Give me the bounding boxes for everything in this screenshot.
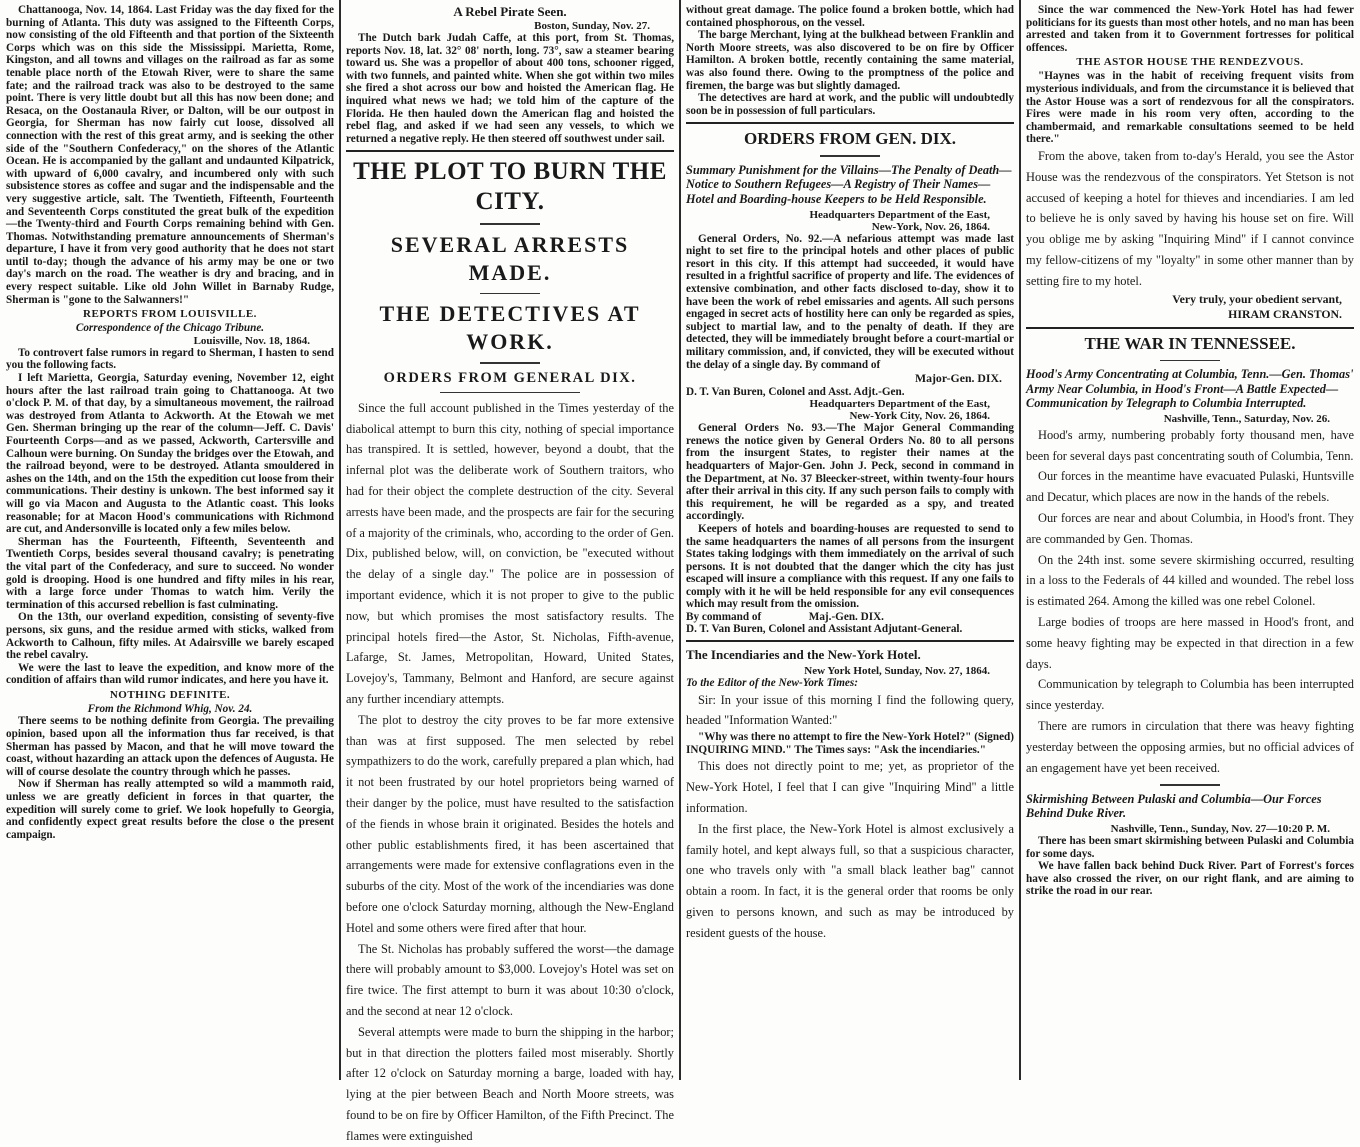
paragraph: We were the last to leave the expedition, and know more of the condition of affairs than wild rumor indicates, and here you have it.	[6, 661, 334, 687]
hq-line: Headquarters Department of the East,	[809, 208, 990, 221]
nashville-dateline-2: Nashville, Tenn., Sunday, Nov. 27—10:20 P. M.	[1110, 823, 1330, 836]
divider	[820, 155, 880, 157]
divider	[1026, 327, 1354, 329]
paragraph: "Why was there no attempt to fire the New-York Hotel?" (Signed) INQUIRING MIND." The Times says: "Ask the incendiaries."	[686, 731, 1014, 756]
paragraph: The plot to destroy the city proves to be far more extensive than was at first supposed. The men selected by rebel sympathizers to do the work, carefully prepared a plan which, had it not been frustrated by our hotel proprietors being warned of their danger by the police, must have resulted to the satisfaction of the fiends in whose brain it originated. Besides the hotels and other public establishments fired, it has been ascertained that arrangements were made for extensive conflagrations even in the suburbs of the city. Most of the work of the incendiaries was done before one o'clock Saturday morning, although the New-England Hotel and some others were fired after that hour.	[346, 712, 674, 935]
boston-dateline: Boston, Sunday, Nov. 27.	[534, 20, 650, 32]
nashville-dateline: Nashville, Tenn., Saturday, Nov. 26.	[1163, 412, 1330, 425]
paragraph: There seems to be nothing definite from Georgia. The prevailing opinion, based upon all the information thus far received, is that Sherman has passed by Macon, and that he will move toward the coast, without hazarding an attack upon the defences of Augusta. He will of course desolate the country through which he passes.	[6, 715, 334, 778]
detectives-headline: THE DETECTIVES AT WORK.	[379, 301, 641, 355]
signature-line: D. T. Van Buren, Colonel and Assistant Adjutant-General.	[686, 623, 963, 636]
paragraph: The barge Merchant, lying at the bulkhead between Franklin and North Moore streets, was also discovered to be on fire by Officer Hamilton. A broken bottle, recently containing the same material, was also found there. Owing to the promptness of the police and firemen, the barge was but slightly damaged.	[686, 29, 1014, 92]
paragraph: On the 13th, our overland expedition, consisting of seventy-five persons, six guns, and the residue armed with sticks, walked from Ackworth to Calhoun, fifty miles. At Adairsville we barely escaped the rebel cavalry.	[6, 611, 334, 662]
paragraph: The St. Nicholas has probably suffered the worst—the damage there will probably amount to $3,000. Lovejoy's Hotel was set on fire twice. The first attempt to burn it was about 10:30 o'clock, and the second at near 12 o'clock.	[346, 941, 674, 1018]
hq-date: New-York, Nov. 26, 1864.	[871, 220, 990, 233]
paragraph: There has been smart skirmishing between Pulaski and Columbia for some days.	[1026, 835, 1354, 860]
paragraph: Sherman has the Fourteenth, Fifteenth, Seventeenth and Twentieth Corps, besides several thousand cavalry; is penetrating the vital part of the Confederacy, and sure to succeed. No wonder gold is drooping. Hood is one hundred and fifty miles in his rear, with a large force under Thomas to watch him. Verily the termination of this accursed rebellion is fast culminating.	[6, 535, 334, 611]
divider	[480, 362, 540, 364]
nothing-definite-heading: NOTHING DEFINITE.	[109, 688, 231, 701]
paragraph: Since the war commenced the New-York Hotel has had fewer politicians for its guests than most other hotels, and no man has been arrested and taken from it to Government fortresses for political offences.	[1026, 4, 1354, 54]
main-headline: THE PLOT TO BURN THE CITY.	[353, 158, 667, 216]
incendiaries-headline: The Incendiaries and the New-York Hotel.	[686, 647, 921, 663]
reports-heading: REPORTS FROM LOUISVILLE.	[83, 308, 257, 321]
paragraph: Our forces are near and about Columbia, in Hood's front. They are commanded by Gen. Thomas.	[1026, 510, 1354, 546]
source-line: From the Richmond Whig, Nov. 24.	[87, 702, 253, 715]
paragraph: Sir: In your issue of this morning I find the following query, headed "Information Wanted:"	[686, 692, 1014, 728]
hq-date: New-York City, Nov. 26, 1864.	[849, 410, 990, 423]
paragraph: Communication by telegraph to Columbia has been interrupted since yesterday.	[1026, 677, 1354, 713]
paragraph: In the first place, the New-York Hotel is almost exclusively a family hotel, and kept always full, so that a suspicious character, one who travels only with "a small black leather bag" cannot obtain a room. In fact, it is the general order that rooms be only given to persons known, and such as may be introduced by resident guests of the house.	[686, 821, 1014, 940]
war-headline: THE WAR IN TENNESSEE.	[1084, 333, 1296, 353]
divider	[1160, 784, 1220, 786]
dix-orders-headline: ORDERS FROM GEN. DIX.	[743, 129, 957, 149]
paragraph: The detectives are hard at work, and the public will undoubtedly soon be in possession of full particulars.	[686, 92, 1014, 117]
paragraph: Large bodies of troops are here massed in Hood's front, and some heavy fighting may be expected in that direction in a few days.	[1026, 614, 1354, 671]
pirate-headline: A Rebel Pirate Seen.	[453, 4, 567, 19]
arrests-headline: SEVERAL ARRESTS MADE.	[390, 231, 630, 285]
correspondence-line: Correspondence of the Chicago Tribune.	[75, 322, 265, 335]
signature-line: D. T. Van Buren, Colonel and Asst. Adjt.-Gen.	[686, 386, 905, 399]
pirate-paragraph: The Dutch bark Judah Caffe, at this port, from St. Thomas, reports Nov. 18, lat. 32° 08' north, long. 73°, saw a steamer bearing toward us. She was a propellor of about 400 tons, schooner rigged, with two funnels, and painted white. When she got within two miles she fired a shot across our bow and hoisted the American flag. He inquired what news we had; we told him of the capture of the Florida. He then hauled down the American flag and hoisted the rebel flag, and asked if we had seen any vessels, to which we returned a negative reply. He then steered off southwest under sail.	[346, 32, 674, 145]
divider	[480, 223, 540, 225]
paragraph: To controvert false rumors in regard to Sherman, I hasten to send you the following facts.	[6, 346, 334, 372]
paragraph: From the above, taken from to-day's Herald, you see the Astor House was the rendezvous of the conspirators. Yet Stetson is not accused of keeping a hotel for thieves and incendiaries. I am led to believe he is only saved by having his house set on fire. Will you oblige me by asking "Inquiring Mind" if I cannot convince my fellow-citizens of my "loyalty" in some other manner than by setting fire to my hotel.	[1026, 148, 1354, 288]
paragraph: On the 24th inst. some severe skirmishing occurred, resulting in a loss to the Federals of 44 killed and wounded. The rebel loss is estimated 264. Among the killed was one rebel Colonel.	[1026, 552, 1354, 609]
paragraph: without great damage. The police found a broken bottle, which had contained phosphorous, on the vessel.	[686, 4, 1014, 29]
nyh-dateline: New York Hotel, Sunday, Nov. 27, 1864.	[804, 665, 990, 678]
hq-line: Headquarters Department of the East,	[809, 398, 990, 411]
divider	[440, 392, 580, 393]
column-2	[340, 0, 680, 1143]
general-orders-92: General Orders, No. 92.—A nefarious attempt was made last night to set fire to the principal hotels and other places of public resort in this city. If this attempt had succeeded, it would have resulted in a frightful sacrifice of property and life. The evidences of extensive combination, and other facts disclosed to-day, show it to have been the work of rebel emissaries and agents. All such persons engaged in secret acts of hostility here can only be regarded as spies, subject to martial law, and to the penalty of death. If they are detected, they will be immediately brought before a court-martial or military commission, and, if convicted, they will be executed without the delay of a single day. By command of	[686, 232, 1014, 371]
divider	[686, 640, 1014, 642]
paragraph: Since the full account published in the Times yesterday of the diabolical attempt to burn this city, nothing of special importance has transpired. It is settled, however, beyond a doubt, that the infernal plot was the deliberate work of Southern traitors, who had for their object the complete destruction of the city. Several arrests have been made, and the prospects are fair for the securing of a majority of the criminals, who, according to the order of Gen. Dix, published below, will, on conviction, be "executed without the delay of a single day." The police are in possession of important evidence, which it is not proper to give to the public now, but which promises the most satisfactory results. The principal hotels fired—the Astor, St. Nicholas, Fifth-avenue, Lafarge, St. James, Metropolitan, Howard, United States, Lovejoy's, Tammany, Belmont and Hanford, are secure against any further incendiary attempts.	[346, 400, 674, 706]
paragraph: Several attempts were made to burn the shipping in the harbor; but in that direction the plotters failed most miserably. Shortly after 12 o'clock on Saturday morning a barge, loaded with hay, lying at the pier between Beach and North Moore streets, was found to be on fire by Officer Hamilton, of the Fifth Precinct. The flames were extinguished	[346, 1024, 674, 1143]
skirmish-subhead: Skirmishing Between Pulaski and Columbia—Our Forces Behind Duke River.	[1026, 791, 1322, 821]
paragraph: We have fallen back behind Duck River. Part of Forrest's forces have also crossed the river, on our right flank, and are aiming to strike the road in our rear.	[1026, 860, 1354, 898]
signature: Major-Gen. DIX.	[914, 371, 1002, 386]
divider	[480, 293, 540, 295]
paragraph: This does not directly point to me; yet, as proprietor of the New-York Hotel, I feel that I can give "Inquiring Mind" a little information.	[686, 759, 1014, 816]
louisville-dateline: Louisville, Nov. 18, 1864.	[193, 334, 310, 347]
column-3	[680, 0, 1020, 1080]
signature: Maj.-Gen. DIX.	[808, 611, 884, 624]
orders-headline: ORDERS FROM GENERAL DIX.	[383, 369, 637, 386]
paragraph: Our forces in the meantime have evacuated Pulaski, Huntsville and Decatur, which places are now in the hands of the rebels.	[1026, 469, 1354, 505]
paragraph: "Haynes was in the habit of receiving frequent visits from mysterious individuals, and from the circumstance it is believed that the Astor House was a sort of rendezvous for all the conspirators. Fires were made in his room very often, according to the chambermaid, and remarkable consultations seemed to be held there."	[1026, 70, 1354, 146]
divider	[346, 150, 674, 152]
by-command: By command of	[686, 611, 762, 624]
war-subhead: Hood's Army Concentrating at Columbia, Tenn.—Gen. Thomas' Army Near Columbia, in Hood's Front—A Battle Expected—Communication by Telegraph to Columbia Interrupted.	[1026, 367, 1354, 411]
atlanta-paragraph: Chattanooga, Nov. 14, 1864. Last Friday was the day fixed for the burning of Atlanta. This duty was assigned to the Fifteenth Corps, now consisting of the old Fifteenth and that portion of the Sixteenth Corps which was on this side the Mississippi. Marietta, Rome, Kingston, and all towns and villages on the railroad as far as some tenable place north of the Etowah River, were to share the same fate; and the railroad track was also to be destroyed to the same point. There is very little doubt but all this has now been done; and Resaca, on the Oostanaula River, or Dalton, will be our outpost in Georgia, for Sherman has now fairly cut loose, dissolved all connection with the rest of this great army, and is seeking the other side of the "Southern Confederacy," on the shores of the Atlantic Ocean. He is accompanied by the gallant and undaunted Kilpatrick, with upward of 6,000 cavalry, and incumbered only with such subsistence stores as coffee and sugar and the indispensable and the very suggestive article, salt. The Twentieth, Fifteenth, Fourteenth and Seventeenth Corps constituted the great bulk of the expedition—the Twenty-third and Fourth Corps remaining behind with Gen. Thomas. Notwithstanding premature announcements of Sherman's departure, I have it from very good authority that he does not start until to-day; though the advance of his army may be one or two day's march on the road. The weather is dry and bracing, and in every respect suitable. Like old John Willet in Barnaby Rudge, Sherman is "gone to the Salwanners!"	[6, 4, 334, 306]
divider	[1160, 360, 1220, 362]
closing: Very truly, your obedient servant,	[1172, 291, 1342, 306]
column-4	[1020, 0, 1360, 1080]
paragraph: There are rumors in circulation that there was heavy fighting yesterday between the opposing armies, but no official advices of an engagement have yet been received.	[1026, 718, 1354, 775]
paragraph: Keepers of hotels and boarding-houses are requested to send to the same headquarters the names of all persons from the insurgent States taking lodgings with them immediately on the arrival of such persons. It is not doubted that the danger which the city has just escaped will insure a compliance with this request. If any one fails to comply with it he will be held responsible for any evil consequences which may result from the omission.	[686, 522, 1014, 611]
divider	[686, 122, 1014, 124]
column-1	[0, 0, 340, 1080]
paragraph: Hood's army, numbering probably forty thousand men, have been for several days past concentrating south of Columbia, Tenn.	[1026, 427, 1354, 463]
paragraph: I left Marietta, Georgia, Saturday evening, November 12, eight hours after the last railroad train going to Chattanooga. At two o'clock P. M. of that day, by a simultaneous movement, the railroad was destroyed from Atlanta to Ackworth. At the Etowah we met Gen. Sherman bringing up the rear of the column—Jeff. C. Davis' Fourteenth Corps—and as we passed, Ackworth, Cartersville and Calhoun were burning. On Sunday the bridges over the Etowah, and the railroad beyond, were to be destroyed. Atlanta smouldered in ashes on the 14th, and on the 15th the expedition cut loose from their communications. Their destiny is unkown. The best informed say it will go via Macon and Augusta to the Atlantic coast. This looks reasonable; for at Macon Hood's communications with Richmond are cut, and Andersonville is located only a few miles below.	[6, 372, 334, 536]
summary-subhead: Summary Punishment for the Villains—The Penalty of Death—Notice to Southern Refugees—A Registry of Their Names—Hotel and Boarding-house Keepers to be Held Responsible.	[686, 162, 1012, 207]
to-editor: To the Editor of the New-York Times:	[686, 677, 858, 690]
signature-line	[686, 611, 1014, 623]
astor-heading: THE ASTOR HOUSE THE RENDEZVOUS.	[1076, 56, 1304, 69]
signer: HIRAM CRANSTON.	[1228, 306, 1342, 321]
general-orders-93: General Orders No. 93.—The Major General Commanding renews the notice given by General Orders No. 80 to all persons from the insurgent States, to register their names at the headquarters of Major-Gen. John J. Peck, second in command in the Department, at No. 37 Bleecker-street, within twenty-four hours after their arrival in this city. If any such person fails to comply with this requirement, he will be regarded as a spy, and treated accordingly.	[686, 422, 1014, 523]
paragraph: Now if Sherman has really attempted so wild a mammoth raid, unless we are greatly deficient in forces in that quarter, the expedition will surely come to grief. We look hopefully to Georgia, and confidently expect great results before the close o the present campaign.	[6, 778, 334, 841]
